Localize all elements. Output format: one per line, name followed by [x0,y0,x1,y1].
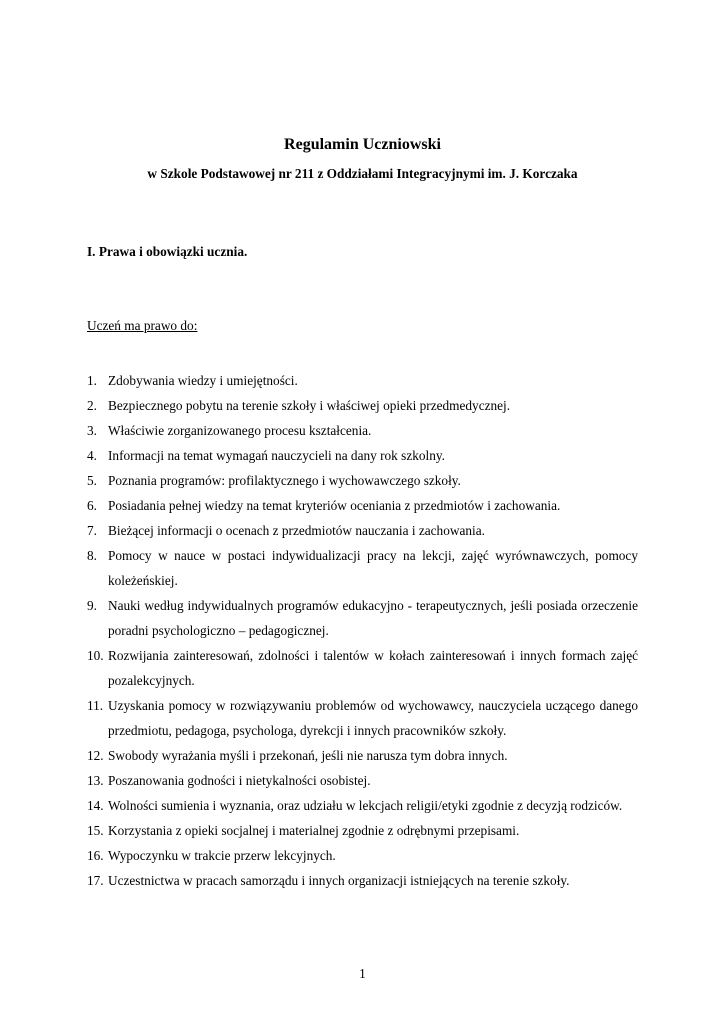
list-item-text: Wypoczynku w trakcie przerw lekcyjnych. [108,848,336,863]
list-item-number: 3. [87,423,97,438]
list-item [87,468,638,493]
list-item [87,493,638,518]
list-item-number: 16. [87,848,104,863]
list-item-text: Poszanowania godności i nietykalności osobistej. [108,773,371,788]
list-item [87,368,638,393]
list-item-text: Bezpiecznego pobytu na terenie szkoły i właściwej opieki przedmedycznej. [108,398,511,413]
list-item-text: Poznania programów: profilaktycznego i wychowawczego szkoły. [108,473,461,488]
list-item [87,693,638,743]
document-subtitle: w Szkole Podstawowej nr 211 z Oddziałami Integracyjnymi im. J. Korczaka [147,166,578,181]
list-item-text: Swobody wyrażania myśli i przekonań, jeśli nie narusza tym dobra innych. [108,748,508,763]
page-number: 1 [359,966,366,981]
list-item-text: Uczestnictwa w pracach samorządu i innych organizacji istniejących na terenie szkoły. [108,873,570,888]
list-item-text: Wolności sumienia i wyznania, oraz udziału w lekcjach religii/etyki zgodnie z decyzją rodziców. [108,798,623,813]
list-item [87,743,638,768]
list-item [87,868,638,893]
rights-intro: Uczeń ma prawo do: [87,318,198,333]
list-item-number: 12. [87,748,104,763]
list-item-number: 11. [87,698,104,713]
list-item [87,768,638,793]
list-item [87,643,638,693]
list-item-number: 8. [87,548,97,563]
section-heading: I. Prawa i obowiązki ucznia. [87,244,248,259]
list-item-text: Rozwijania zainteresowań, zdolności i talentów w kołach zainteresowań i innych formach zajęć pozalekcyjnych. [108,648,638,688]
list-item-text: Uzyskania pomocy w rozwiązywaniu problemów od wychowawcy, nauczyciela uczącego danego przedmiotu, pedagoga, psychologa, dyrekcji i innych pracowników szkoły. [108,698,638,738]
list-item-text: Bieżącej informacji o ocenach z przedmiotów nauczania i zachowania. [108,523,485,538]
list-item-text: Pomocy w nauce w postaci indywidualizacji pracy na lekcji, zajęć wyrównawczych, pomocy koleżeńskiej. [108,548,638,588]
list-item-number: 6. [87,498,97,513]
list-item-text: Posiadania pełnej wiedzy na temat kryteriów oceniania z przedmiotów i zachowania. [108,498,561,513]
list-item-text: Informacji na temat wymagań nauczycieli na dany rok szkolny. [108,448,445,463]
document-title: Regulamin Uczniowski [284,136,441,153]
list-item-number: 2. [87,398,97,413]
list-item [87,518,638,543]
list-item-number: 7. [87,523,97,538]
rights-list [87,368,638,893]
list-item-text: Właściwie zorganizowanego procesu kształcenia. [108,423,372,438]
list-item [87,393,638,418]
list-item-number: 9. [87,598,97,613]
list-item-number: 1. [87,373,97,388]
list-item [87,843,638,868]
list-item-number: 14. [87,798,104,813]
list-item-number: 5. [87,473,97,488]
list-item [87,543,638,593]
list-item-number: 10. [87,648,104,663]
list-item-text: Nauki według indywidualnych programów edukacyjno - terapeutycznych, jeśli posiada orzeczenie poradni psychologiczno – pedagogicznej. [108,598,638,638]
list-item [87,593,638,643]
list-item-text: Zdobywania wiedzy i umiejętności. [108,373,298,388]
list-item-text: Korzystania z opieki socjalnej i materialnej zgodnie z odrębnymi przepisami. [108,823,520,838]
list-item-number: 15. [87,823,104,838]
list-item-number: 17. [87,873,104,888]
list-item [87,818,638,843]
list-item [87,793,638,818]
list-item-number: 4. [87,448,97,463]
list-item [87,443,638,468]
list-item [87,418,638,443]
list-item-number: 13. [87,773,104,788]
